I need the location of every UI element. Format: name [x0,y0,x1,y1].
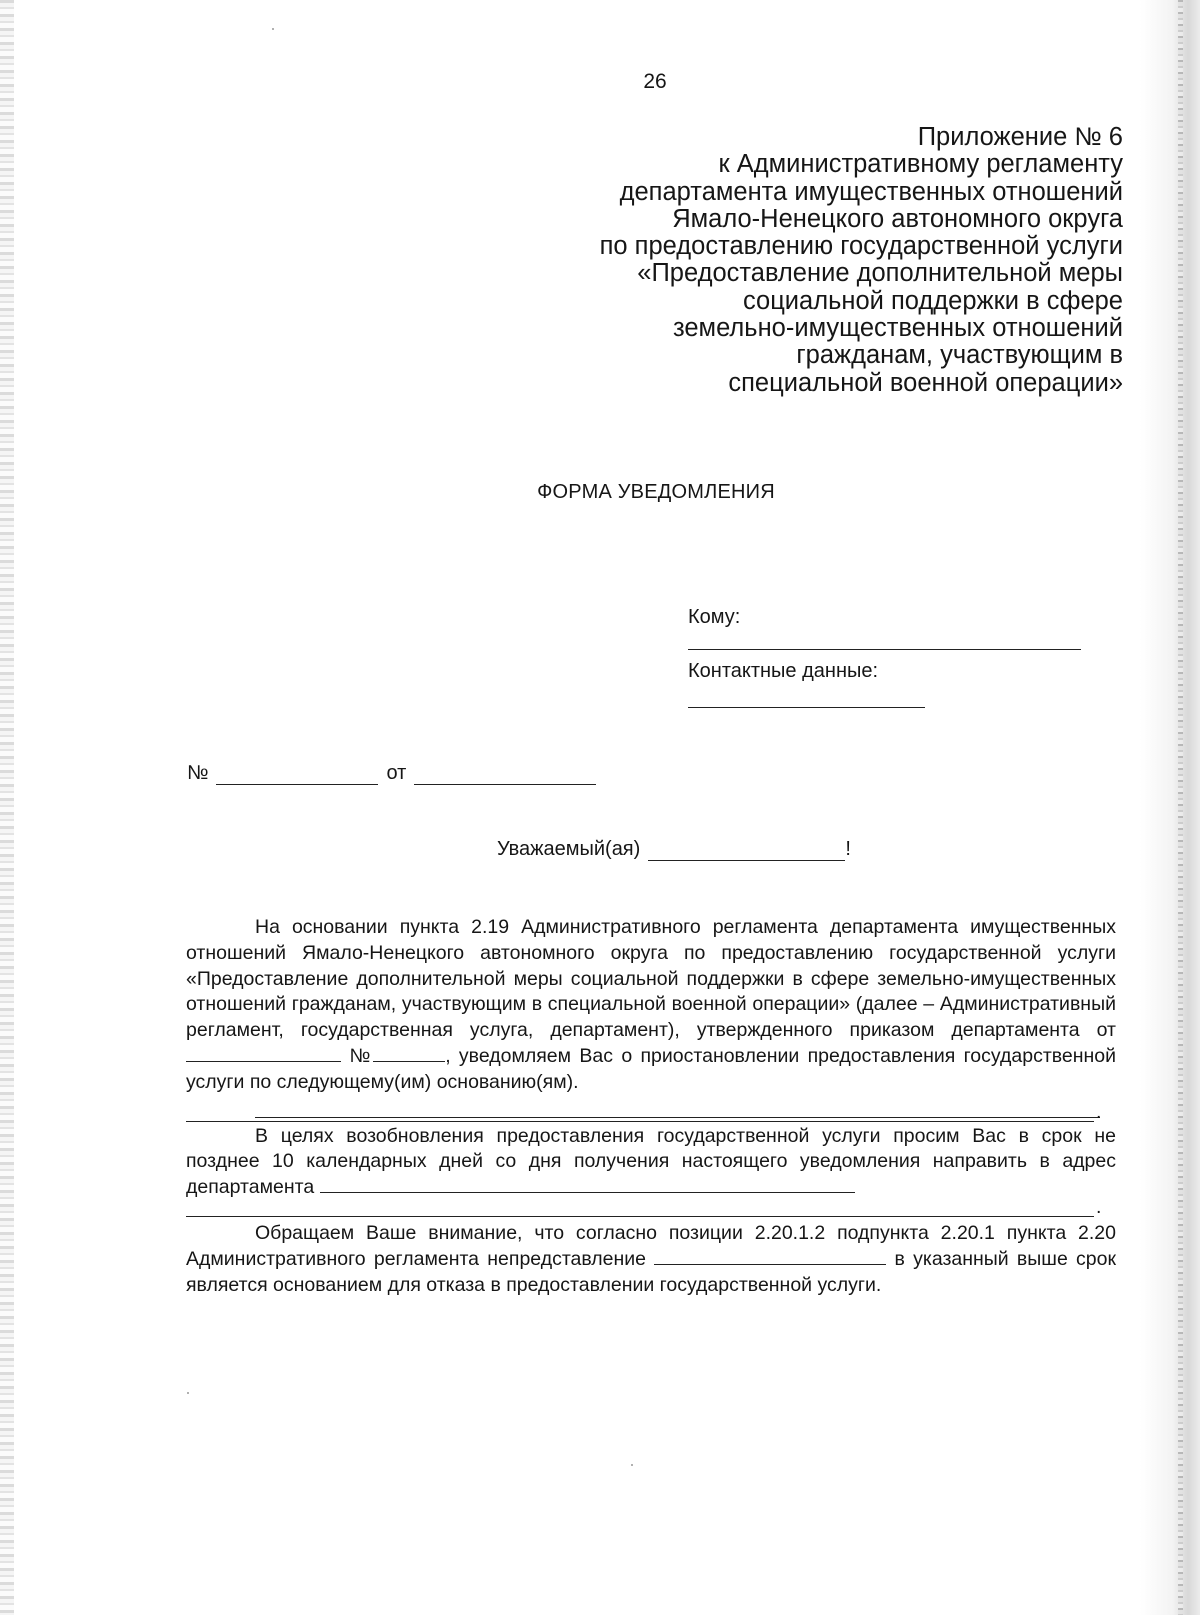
notice-body [186,915,1116,1298]
number-blank [216,766,378,785]
paragraph-resumption-text: В целях возобновления предоставления государственной услуги просим Вас в срок не позднее 10 календарных дней со дня получения настоящего уведомления направить в адрес департамента [186,1124,1116,1199]
grounds-blank-line-2 [186,1121,1094,1122]
contacts-blank-line [688,707,925,708]
paragraph-attention-text-2: в указанный выше срок является основанием для отказа в предоставлении государственной услуги. [186,1247,1117,1296]
annex-line: Приложение № 6 [917,123,1123,151]
annex-line: социальной поддержки в сфере [742,286,1123,315]
grounds-line-period: . [1096,1100,1102,1123]
contacts-label: Контактные данные: [688,660,879,682]
annex-line: департамента имущественных отношений [619,177,1123,206]
paragraph-suspension-text-1: На основании пункта 2.19 Административного регламента департамента имущественных отношений Ямало-Ненецкого автономного округа по предоставлению государственной услуги «Предоставление дополнительной меры социальной поддержки в сфере земельно-имущественных отношений гражданам, участвующим в специальной военной операции» (далее – Административный регламент, государственная услуга, департамент), утвержденного приказом департамента от [186,916,1116,1042]
greeting-exclamation: ! [845,838,851,860]
greeting-row [497,838,851,861]
number-sign: № [187,762,209,784]
addressee-blank [648,842,845,861]
order-number-blank [373,1045,445,1062]
documents-line-period: . [1096,1196,1102,1219]
scan-speck [631,1464,633,1466]
paragraph-suspension-text-2: , уведомляем Вас о приостановлении предоставления государственной услуги по следующему(им) основанию(ям). [186,1044,1117,1093]
paragraph-attention [186,1221,1116,1298]
from-label: от [386,762,407,784]
scan-edge-right [1140,0,1200,1615]
missing-documents-blank [654,1248,886,1265]
scan-speck [187,1392,189,1394]
order-number-sign: № [349,1044,374,1067]
annex-line: земельно-имущественных отношений [672,314,1123,343]
order-date-blank [186,1045,341,1062]
document-number-row [187,762,596,785]
greeting-text: Уважаемый(ая) [497,838,641,860]
date-blank [414,766,596,785]
scan-edge-left [0,0,14,1615]
documents-blank-1 [320,1176,855,1193]
annex-line: Ямало-Ненецкого автономного округа [672,204,1123,233]
grounds-line-row-2 [186,1100,1116,1123]
documents-blank-line-2 [186,1216,1094,1217]
annex-line: специальной военной операции» [728,368,1123,397]
scan-speck [272,28,274,30]
annex-header [483,124,1123,397]
annex-line: по предоставлению государственной услуги [599,232,1123,261]
documents-line-row [186,1196,1116,1219]
to-label: Кому: [688,606,741,628]
page-number: 26 [643,70,667,93]
paragraph-resumption [186,1124,1116,1201]
annex-line: к Административному регламенту [718,150,1123,179]
to-blank-line [688,649,1081,650]
form-title: ФОРМА УВЕДОМЛЕНИЯ [537,481,775,503]
paragraph-suspension [186,915,1116,1096]
annex-line: «Предоставление дополнительной меры [637,259,1123,288]
paragraph-attention-text-1: Обращаем Ваше внимание, что согласно позиции 2.20.1.2 подпункта 2.20.1 пункта 2.20 Административного регламента непредставление [186,1221,1116,1270]
annex-line: гражданам, участвующим в [796,341,1123,370]
